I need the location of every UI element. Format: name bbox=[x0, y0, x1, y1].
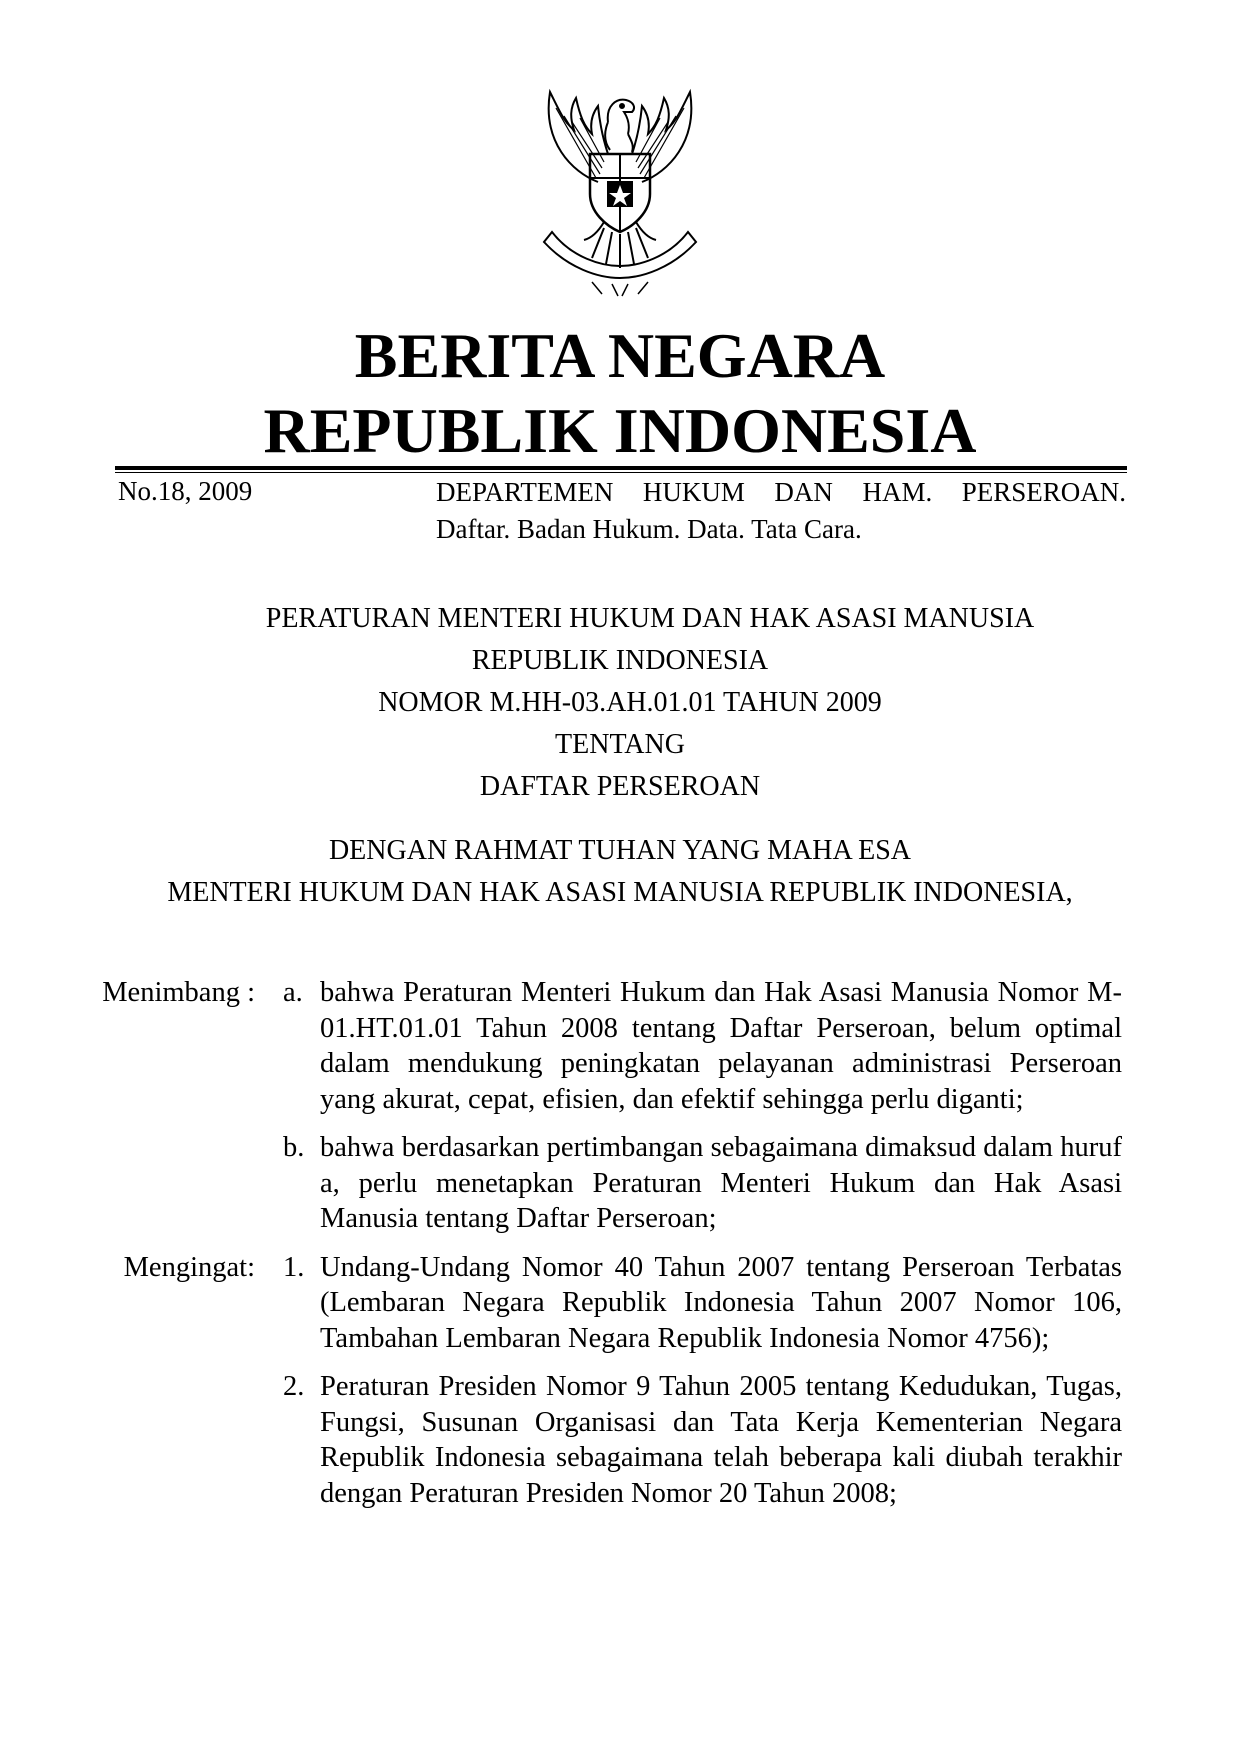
item-text: Peraturan Presiden Nomor 9 Tahun 2005 tentang Kedudukan, Tugas, Fungsi, Susunan Organisasi dan Tata Kerja Kementerian Negara Republik Indonesia sebagaimana telah beberapa kali diubah terakhir dengan Peraturan Presiden Nomor 20 Tahun 2008; bbox=[320, 1371, 1122, 1509]
item-marker: b. bbox=[283, 1132, 305, 1163]
title-line-1: PERATURAN MENTERI HUKUM DAN HAK ASASI MANUSIA bbox=[265, 603, 1035, 634]
menimbang-item bbox=[0, 975, 1240, 1117]
masthead-title: BERITA NEGARA bbox=[354, 320, 886, 391]
garuda-emblem-icon bbox=[512, 82, 728, 298]
mengingat-item bbox=[0, 1369, 1240, 1511]
item-text: bahwa Peraturan Menteri Hukum dan Hak Asasi Manusia Nomor M-01.HT.01.01 Tahun 2008 tentang Daftar Perseroan, belum optimal dalam mendukung peningkatan pelayanan administrasi Perseroan yang akurat, cepat, efisien, dan efektif sehingga perlu diganti; bbox=[320, 977, 1122, 1115]
header-rule-thin bbox=[115, 472, 1127, 473]
issue-number: No.18, 2009 bbox=[118, 476, 253, 506]
mengingat-item bbox=[0, 1250, 1240, 1357]
masthead-subtitle: REPUBLIK INDONESIA bbox=[263, 395, 977, 466]
item-marker: 2. bbox=[283, 1371, 305, 1402]
mengingat-label: Mengingat: bbox=[123, 1251, 255, 1283]
opening-line-1: DENGAN RAHMAT TUHAN YANG MAHA ESA bbox=[328, 835, 912, 866]
menimbang-item bbox=[0, 1130, 1240, 1237]
opening-line-2: MENTERI HUKUM DAN HAK ASASI MANUSIA REPUBLIK INDONESIA, bbox=[167, 877, 1073, 908]
topics bbox=[436, 474, 1126, 548]
considerations-body bbox=[0, 975, 1240, 1511]
title-line-4: TENTANG bbox=[555, 729, 685, 760]
item-text: bahwa berdasarkan pertimbangan sebagaimana dimaksud dalam huruf a, perlu menetapkan Peraturan Menteri Hukum dan Hak Asasi Manusia tentang Daftar Perseroan; bbox=[320, 1132, 1122, 1234]
title-line-2: REPUBLIK INDONESIA bbox=[471, 645, 769, 676]
title-line-3: NOMOR M.HH-03.AH.01.01 TAHUN 2009 bbox=[378, 687, 882, 718]
topics-line-2: Daftar. Badan Hukum. Data. Tata Cara. bbox=[436, 514, 862, 544]
title-line-5: DAFTAR PERSEROAN bbox=[479, 771, 761, 802]
menimbang-label: Menimbang : bbox=[102, 977, 255, 1008]
item-marker: a. bbox=[283, 977, 303, 1008]
regulation-title bbox=[0, 598, 1240, 808]
item-text: Undang-Undang Nomor 40 Tahun 2007 tentang Perseroan Terbatas (Lembaran Negara Republik Indonesia Tahun 2007 Nomor 106, Tambahan Lembaran Negara Republik Indonesia Nomor 4756); bbox=[320, 1251, 1122, 1354]
item-marker: 1. bbox=[283, 1251, 305, 1283]
header-rule-thick bbox=[115, 466, 1127, 470]
topics-line-1: DEPARTEMEN HUKUM DAN HAM. PERSEROAN. bbox=[436, 477, 1126, 507]
